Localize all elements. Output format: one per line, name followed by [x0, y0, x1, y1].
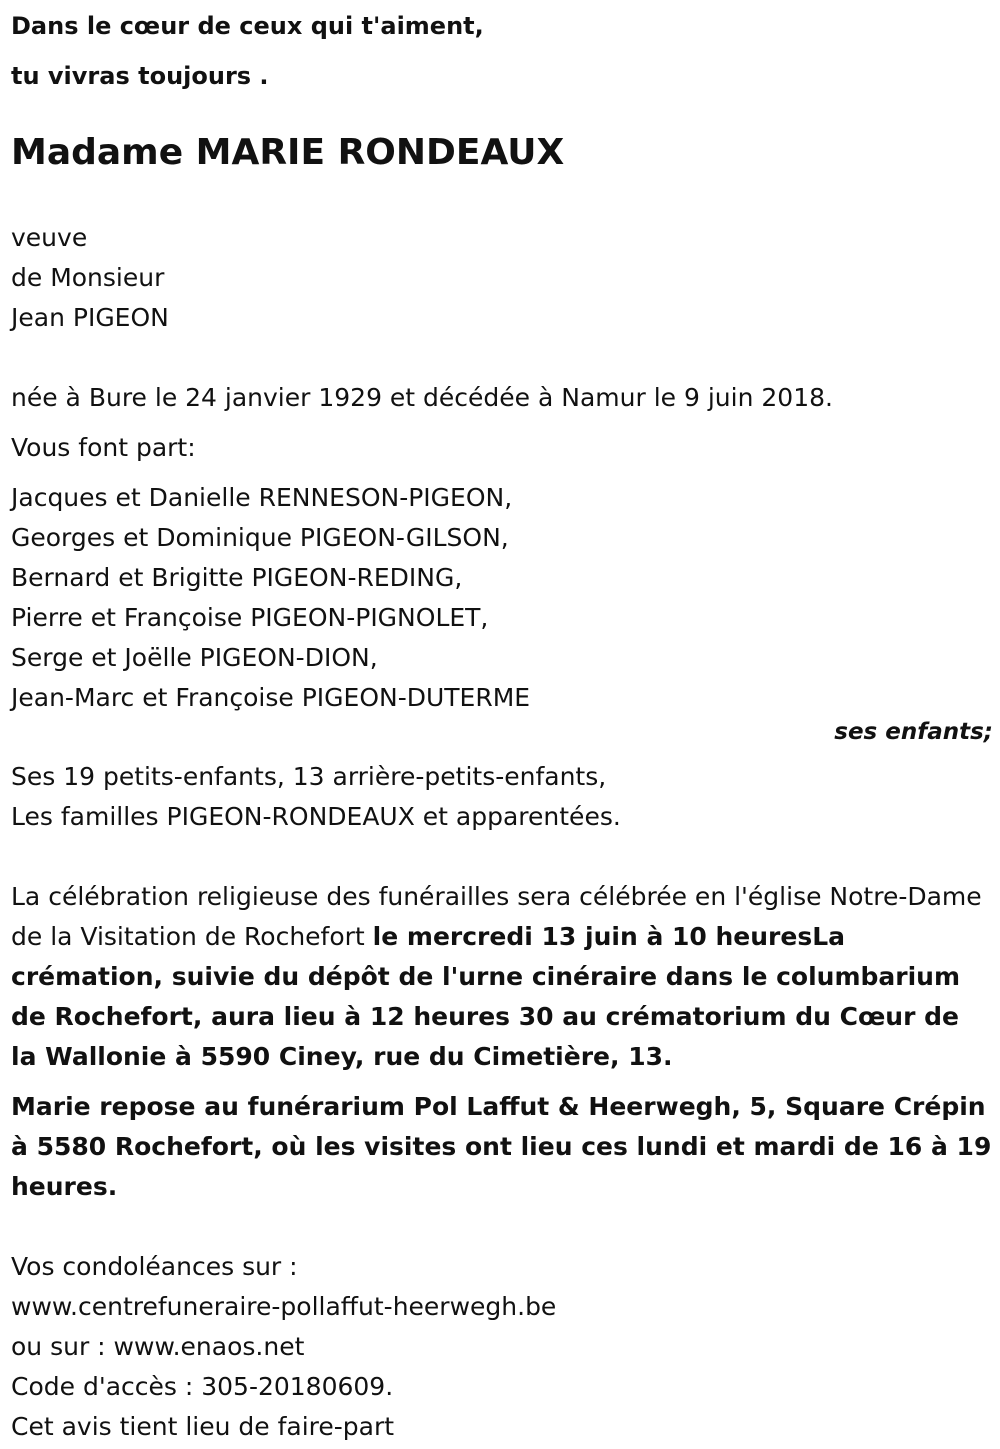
condolences-line-1: Vos condoléances sur : [11, 1252, 298, 1281]
birth-death-dates: née à Bure le 24 janvier 1929 et décédée à Namur le 9 juin 2018. [11, 383, 833, 412]
deceased-name: Madame MARIE RONDEAUX [11, 132, 565, 173]
condolences-website-link[interactable]: www.centrefuneraire-pollaffut-heerwegh.be [11, 1292, 557, 1321]
child-line: Jean-Marc et Françoise PIGEON-DUTERME [11, 683, 531, 712]
ceremony-bold-text: le mercredi 13 juin à 10 heuresLa crémation, suivie du dépôt de l'urne cinéraire dans le columbarium de Rochefort, aura lieu à 12 heures 30 au crématorium du Cœur de la Wallonie à 5590 Ciney, rue du Cimetière, 13. [11, 922, 961, 1071]
spouse-line-2: de Monsieur [11, 263, 165, 292]
spouse-line-3: Jean PIGEON [11, 303, 169, 332]
child-line: Pierre et Françoise PIGEON-PIGNOLET, [11, 603, 489, 632]
epitaph [11, 2, 993, 100]
spouse-block [11, 218, 993, 338]
ceremony-paragraph [11, 877, 993, 1077]
child-line: Georges et Dominique PIGEON-GILSON, [11, 523, 509, 552]
condolences-alt-website[interactable]: ou sur : www.enaos.net [11, 1332, 305, 1361]
family-line-1: Ses 19 petits-enfants, 13 arrière-petits-enfants, [11, 762, 607, 791]
epitaph-line-2: tu vivras toujours . [11, 62, 269, 90]
spouse-line-1: veuve [11, 223, 88, 252]
family-block [11, 757, 993, 837]
children-label: ses enfants; [834, 719, 993, 745]
child-line: Jacques et Danielle RENNESON-PIGEON, [11, 483, 513, 512]
announce-text: Vous font part: [11, 433, 196, 462]
family-line-2: Les familles PIGEON-RONDEAUX et apparentées. [11, 802, 621, 831]
child-line: Serge et Joëlle PIGEON-DION, [11, 643, 378, 672]
repose-paragraph: Marie repose au funérarium Pol Laffut & Heerwegh, 5, Square Crépin à 5580 Rochefort, où les visites ont lieu ces lundi et mardi de 16 à 19 heures. [11, 1092, 992, 1201]
obituary-notice [11, 0, 993, 1447]
children-list [11, 478, 993, 745]
child-line: Bernard et Brigitte PIGEON-REDING, [11, 563, 463, 592]
epitaph-line-1: Dans le cœur de ceux qui t'aiment, [11, 12, 484, 40]
ceremony-normal-text: La célébration religieuse des funérailles sera célébrée en l'église Notre-Dame de la Visitation de Rochefort [11, 882, 982, 951]
condolences-block [11, 1247, 993, 1447]
notice-footer: Cet avis tient lieu de faire-part [11, 1412, 395, 1441]
access-code: Code d'accès : 305-20180609. [11, 1372, 394, 1401]
